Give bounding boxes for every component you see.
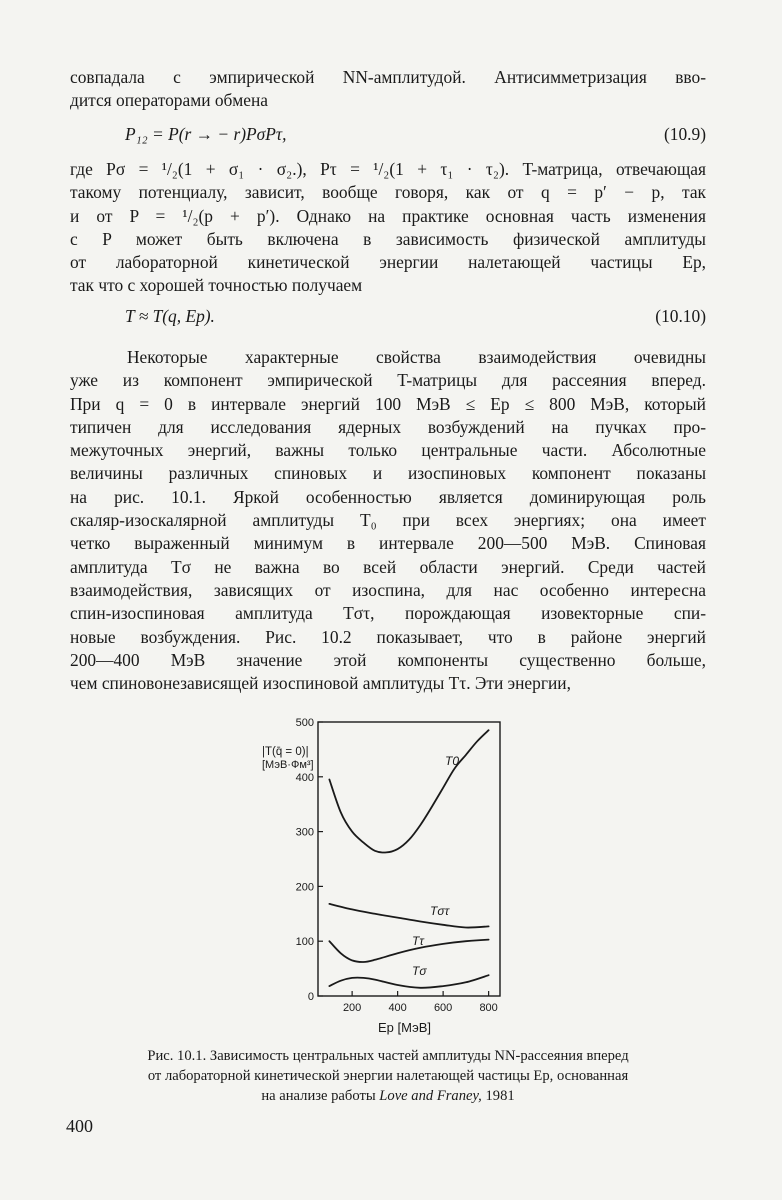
series-line-ttau	[329, 940, 488, 962]
paragraph-3-line: 200—400 МэВ значение этой компоненты существенно больше,	[70, 649, 706, 670]
caption-line-3-prefix: на анализе работы	[261, 1088, 380, 1104]
series-line-t0	[329, 730, 488, 852]
series-label-ttau: Tτ	[412, 934, 424, 948]
paragraph-3-line: взаимодействия, зависящих от изоспина, для нас особенно интересна	[70, 579, 706, 600]
paragraph-3	[70, 346, 706, 695]
paragraph-2-line: с P может быть включена в зависимость физической амплитуды	[70, 228, 706, 249]
paragraph-3-line: скаляр-изоскалярной амплитуды T₀ при всех энергиях; она имеет	[70, 510, 706, 531]
y-axis-label-line-2: [МэВ·Фм³]	[262, 759, 314, 771]
equation-10-9-formula: P₁₂ = P(r → − r)PσPτ,	[125, 124, 287, 144]
paragraph-3-line: типичен для исследования ядерных возбуждений на пучках про-	[70, 416, 706, 437]
paragraph-2-line: такому потенциалу, зависит, вообще говоря, как от q = p′ − p, так	[70, 182, 706, 203]
equation-10-10-number: (10.10)	[655, 306, 706, 326]
x-tick-label: 800	[479, 1002, 498, 1014]
series-label-tsigma: Tσ	[412, 964, 427, 978]
paragraph-1	[70, 66, 706, 113]
figure-caption	[70, 1046, 706, 1106]
paragraph-3-line: межуточных энергий, важны только центральные части. Абсолютные	[70, 440, 706, 461]
paragraph-1-line-1: совпадала с эмпирической NN-амплитудой. Антисимметризация вво-	[70, 67, 706, 87]
paragraph-3-line: уже из компонент эмпирической T-матрицы для рассеяния вперед.	[70, 370, 706, 391]
paragraph-3-line: четко выраженный минимум в интервале 200—500 МэВ. Спиновая	[70, 533, 706, 554]
caption-line-2: от лабораторной кинетической энергии налетающей частицы Ep, основанная	[147, 1068, 629, 1084]
paragraph-3-line: Некоторые характерные свойства взаимодействия очевидны	[127, 347, 706, 367]
x-tick-label: 400	[388, 1002, 407, 1014]
y-tick-label: 300	[295, 826, 314, 839]
amplitude-chart	[260, 712, 510, 1042]
series-label-t0: T0	[445, 754, 460, 768]
x-axis-label: Ep [МэВ]	[378, 1020, 432, 1035]
y-tick-label: 0	[307, 991, 314, 1003]
x-tick-label: 200	[342, 1002, 362, 1014]
series-label-tst: Tστ	[430, 904, 450, 918]
paragraph-2-line: так что с хорошей точностью получаем	[70, 275, 363, 296]
caption-line-3-suffix: 1981	[481, 1088, 515, 1104]
paragraph-3-line: величины различных спиновых и изоспиновых компонент показаны	[70, 463, 706, 484]
caption-line-1: Рис. 10.1. Зависимость центральных частей амплитуды NN-рассеяния вперед	[147, 1048, 629, 1064]
equation-10-10-formula: T ≈ T(q, Ep).	[125, 306, 215, 326]
equation-10-9	[125, 124, 706, 145]
y-tick-label: 400	[295, 771, 314, 784]
paragraph-2	[70, 158, 706, 298]
y-tick-label: 200	[295, 881, 314, 894]
paragraph-3-line: При q = 0 в интервале энергий 100 МэВ ≤ Ep ≤ 800 МэВ, который	[70, 393, 706, 414]
x-axis-ticks	[343, 991, 498, 1014]
equation-10-10	[125, 306, 706, 327]
paragraph-2-line: от лабораторной кинетической энергии налетающей частицы Ep,	[70, 252, 706, 273]
paragraph-1-line-2: дится операторами обмена	[70, 90, 268, 111]
paragraph-2-line: и от P = ¹/₂(p + p′). Однако на практике основная часть изменения	[70, 205, 706, 226]
page-number: 400	[66, 1116, 93, 1136]
paragraph-2-line: где Pσ = ¹/₂(1 + σ₁ · σ₂.), Pτ = ¹/₂(1 + τ₁ · τ₂). T-матрица, отвечающая	[70, 159, 706, 179]
figure-10-1	[260, 712, 510, 1042]
y-axis-label-line-1: |T(q̄ = 0)|	[262, 746, 309, 758]
y-tick-label: 100	[295, 936, 314, 949]
series-line-tsigma	[329, 975, 488, 988]
y-tick-label: 500	[295, 717, 314, 729]
equation-10-9-number: (10.9)	[663, 124, 706, 144]
caption-line-3	[70, 1086, 706, 1106]
series-line-tst	[329, 904, 488, 928]
plot-frame	[318, 722, 500, 996]
series-group	[329, 730, 488, 988]
paragraph-3-line: амплитуда Tσ не важна во всей области энергий. Среди частей	[70, 556, 706, 577]
paragraph-3-line: чем спиновонезависящей изоспиновой амплитуды Tτ. Эти энергии,	[70, 673, 571, 694]
paragraph-3-line: на рис. 10.1. Яркой особенностью является доминирующая роль	[70, 486, 706, 507]
paragraph-3-line: спин-изоспиновая амплитуда Tστ, порождающая изовекторные спи-	[70, 603, 706, 624]
paragraph-3-line: новые возбуждения. Рис. 10.2 показывает, что в районе энергий	[70, 626, 706, 647]
caption-reference-authors: Love and Franey,	[379, 1088, 482, 1104]
x-tick-label: 600	[433, 1002, 453, 1014]
